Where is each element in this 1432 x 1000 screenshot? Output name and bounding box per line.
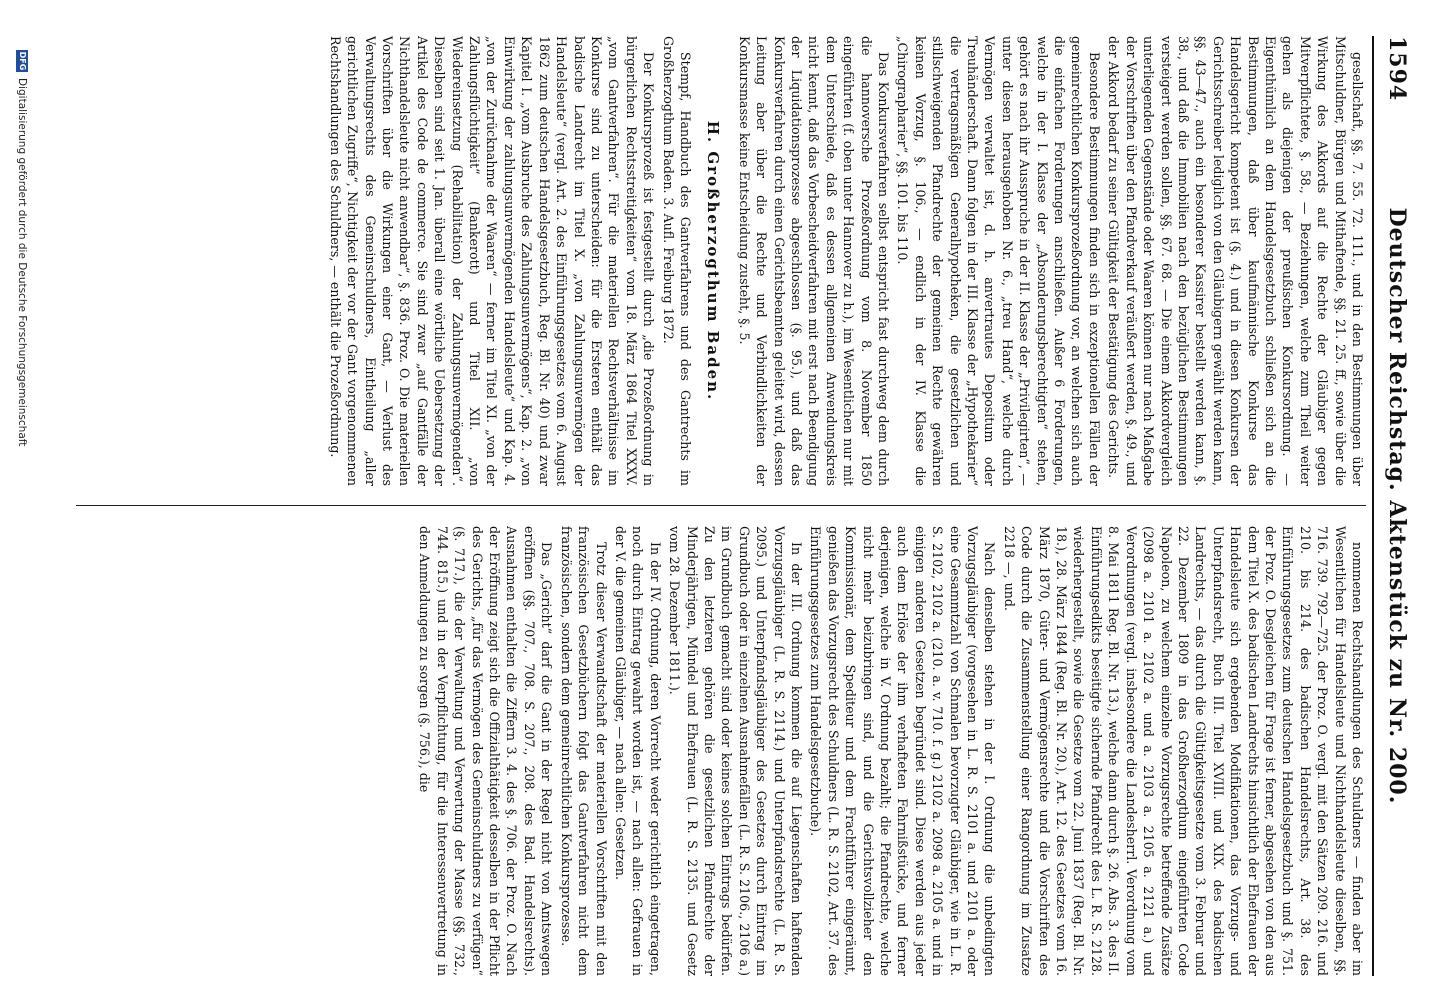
paragraph: gesellschaft, §§. 7. 55. 72. 111., und in den Bestimmungen über Mitschuldner, Bürgen und Mithaftende, §§. 21. 25. ff., sowie über die Wirkung des Akkords auf die Rechte der Gläubiger gegen Mitverpflichtete, §. 58., — Beziehungen, welche zum Theil weiter gehen als diejenigen der preußischen Konkursordnung. — Eigenthümlich an dem Handelsgesetzbuch schließen sich an die Bestimmungen, daß über kaufmännische Konkurse das Handelsgericht kompetent ist (§. 4.) und in diesen Konkursen der Gerichtsschreiber lediglich von den Gläubigern gewählt werden kann, §§. 43—47., auch ein besonderer Kassirer bestellt werden kann, §. 38., und daß die Immobilien nach den bezüglichen Bestimmungen versteigert werden sollen, §§. 67. 68. — Die einem Akkordvergleich unterliegenden Gegenstände oder Waaren können nur nach Maßgabe der Vorschriften über den Pfandverkauf veräußert werden, §. 49., und der Akkord bedarf zu seiner Gültigkeit der Bestätigung des Gerichts. bbox=[1106, 36, 1365, 486]
paragraph: Der Konkursprozeß ist festgestellt durch „die Prozeßordnung in bürgerlichen Rechtsstreitigkeiten“ vom 18. März 1864 Titel XXXV. „vom Gantverfahren“. Für die materiellen Rechtsverhältnisse im Konkurse sind zu unterscheiden: für die Ersteren enthält das badische Landrecht im Titel X. „von Zahlungsunvermögen der Handelsleute“ (vergl. Art. 2. des Einführungsgesetzes vom 6. August 1862 zum deutschen Handelsgesetzbuch, Reg. Bl. Nr. 40) und zwar Kapitel I. „vom Ausbruche des Zahlungsunvermögens“, Kap. 2. „von Einwirkung der zahlungsunvermögenden Handelsleute“ und Kap. 4. „von der Zurücknahme der Waaren“ — ferner im Titel XI. „von der Zahlungsflüchtigkeit“ (Bankerott) und Titel XII. „von Wiedereinsetzung (Rehabilitation) der Zahlungsunvermögenden“. Dieselben sind seit 1. Jan. überall eine wörtliche Uebersetzung der Artikel des Code de commerce. Sie sind zwar „auf Gantfälle der Nichthandelsleute nicht anwendbar“, §. 836. Proz. O. Die materiellen Vorschriften über die Wirkungen einer Gant, — Verlust des Verwaltungsrechts des Gemeinschuldners, Eintheilung „aller gerichtlichen Zugriffe“, Nichtigkeit der vor der Gant vorgenommenen Rechtshandlungen des Schuldners, — enthält die Prozeßordnung. bbox=[327, 36, 657, 486]
paragraph: Besondere Bestimmungen finden sich in exzeptionellen Fällen der gemeinrechtlichen Konkursprozeßordnung vor, an welchen sich auch die einfachen Forderungen anschließen. Außer 6 Forderungen, welche in der I. Klasse der „Absonderungsberechtigten“ stehen, gehört es nach ihr Ausspruche in der II. Klasse der „Privilegirten“, — unter diesen herausgehoben Nr. 6., „treu Hand“, welche durch Vermögen verwaltet ist, d. h. anvertrautes Depositum oder Treuhänderschaft. Dann folgen in der III. Klasse der „Hypothekarier“ die vertragsmäßigen Generalhypotheken, die gesetzlichen und stillschweigenden Pfandrechte der gemeinen Rechte gewähren keinen Vorzug, §. 106., — endlich in der IV. Klasse die „Chirographarier“, §§. 101. bis 110. bbox=[895, 36, 1102, 486]
paragraph: nommenen Rechtshandlungen des Schuldners — finden aber im Wesentlichen für Handelsleute und Nichthandelsleute dieselben, §§. 716. 739. 792—725. der Proz. O. vergl. mit den Sätzen 209. 216. und 210. bis 214. des badischen Handelsrechts, Art. 38. des Einführungsgesetzes zum deutschen Handelsgesetzbuch und §. 751. der Proz. O. Desgleichen für Frage ist ferner, abgesehen von den aus dem Titel X. des badischen Landrechts hinsichtlich der Ehefrauen der Handelsleute sich ergebenden Modifikationen, das Vorzugs- und Unterpfandsrecht, Buch III. Titel XVIII. und XIX. des badischen Landrechts, — das durch die Gültigkeitsgesetze vom 3. Februar und 22. Dezember 1809 in das Großherzogthum eingeführten Code Napoleon, zu welchem einzelne Vorzugsrechte betreffende Zusätze (2098 a. 2101 a. 2102 a. und a. 2103 a. 2105 a. 2121 a.) und Verordnungen (vergl. insbesondere die Landesherrl. Verordnung vom 8. Mai 1811 Reg. Bl. Nr. 13.), welche dann durch §. 26. Abs. 3. des II. Einführungsedikts beseitigte sichernde Pfandrecht des L. R. S. 2128. wiederhergestellt, sowie die Gesetze vom 22. Juni 1837 (Reg. Bl. Nr. 18.), 28. März 1844 (Reg. Bl. Nr. 20.), Art. 12. des Gesetzes vom 16. März 1870, Güter- und Vermögensrechte und die Vorschriften des Code durch die Zusammenstellung einer Rangordnung im Zusatze 2218 —, und. bbox=[1001, 526, 1365, 976]
right-column bbox=[66, 526, 1366, 976]
footer-text: Digitalisierung gefördert durch die Deutsche Forschungsgemeinschaft bbox=[16, 78, 28, 447]
paragraph: Das „Gericht“ darf die Gant in der Regel nicht von Amtswegen eröffnen (§§. 707., 708. S. 207., 208. des Bad. Handelsrechts). Ausnahmen enthalten die Ziffern 3. 4. des §. 706. der Proz. O. Nach der Eröffnung zeigt sich die Offizialthätigkeit desselben in der Pflicht des Gerichts, „für das Vermögen des Gemeinschuldners zu verfügen“ (§. 717.), die der Verwaltung und Verwertung der Masse (§§. 732., 744. 815.) und in der Verpflichtung, für die Interessenvertretung in den Anmeldungen zu sorgen (§. 756.), die bbox=[417, 526, 555, 976]
page-header bbox=[1378, 36, 1418, 976]
paragraph: In der III. Ordnung kommen die auf Liegenschaften haftenden Vorzugsgläubiger (L. R. S. 2114.) und Unterpfandsrechte (L. R. S. 2095.) und Unterpfandsgläubiger des Gesetzes durch Eintrag im Grundbuch oder in einzelnen Ausnahmefällen (L. R. S. 2106., 2106 a.) im Grundbuch gemacht sind oder keines solchen Eintrags bedürfen. Zu den letzteren gehören die gesetzlichen Pfandrechte der Minderjährigen, Mündel und Ehefrauen (L. R. S. 2135. und Gesetz vom 28. Dezember 1811.). bbox=[667, 526, 804, 976]
paragraph: Das Konkursverfahren selbst entspricht fast durchweg dem durch die hannoversche Prozeßordnung vom 8. November 1850 eingeführten (f. oben unter Hannover zu h.), im Wesentlichen nur mit dem Unterschiede, daß es dessen allgemeinen Anwendungskreis nicht kennt, daß das Vorbescheidverfahren mit erst nach Beendigung der Liquidationsprozesse abgeschlossen (§. 95.), und daß das Konkursverfahren durch einen Gerichtsbeamten geleitet wird, dessen Leitung aber über die Rechte und Verbindlichkeiten der Konkursmasse keine Entscheidung zusteht, §. 5. bbox=[736, 36, 892, 486]
left-column bbox=[66, 36, 1366, 486]
section-heading: H. Großherzogthum Baden. bbox=[704, 120, 723, 402]
dfg-logo-icon: DFG bbox=[18, 51, 27, 71]
header-rule bbox=[1372, 36, 1374, 976]
paragraph: Nach denselben stehen in der I. Ordnung die unbedingten Vorzugsgläubiger (vorgesehen in L. R. S. 2101 a. und 2101 a. oder eine Gesammtzahl von Schmalen bevorzugter Gläubiger, wie in L. R. S. 2102, 2102 a. (210. a. v. 710. f. g.) 2102 a. 2098 a. 2105 a. und in einigen anderen Gesetzen begründet sind. Diese werden aus jeder auch dem Erlöse der ihm verhafteten Fahrnißstücke, und ferner derjenigen, welche in V. Ordnung bezahlt; die Pfandrechte, welche nicht mehr beizubringen sind, und die Gerichtsvollzieher den Kommissionär, dem Spediteur und dem Frachtführer eingeräumt, genießen das Vorzugsrecht des Schuldners (L. R. S. 2102, Art. 37. des Einführungsgesetzes zum Handelsgesetzbuche). bbox=[808, 526, 998, 976]
text-columns bbox=[66, 36, 1366, 976]
paragraph: Trotz dieser Verwandtschaft der materiellen Vorschriften mit den französischen Gesetzbüchern folgt das Gantverfahren nicht dem französischen, sondern dem gemeinrechtlichen Konkursprozesse. bbox=[558, 526, 609, 976]
running-title: Deutscher Reichstag. Aktenstück zu Nr. 200. bbox=[1384, 207, 1410, 805]
column-divider bbox=[76, 505, 1366, 506]
footer-note bbox=[16, 50, 28, 950]
page-number: 1594 bbox=[1384, 36, 1410, 102]
paragraph: In der IV. Ordnung, deren Vorrecht weder gerichtlich eingetragen, noch durch Eintrag gewahrt worden ist, — nach allen: Gefrauen in der V. die gemeinen Gläubiger, — nach allen: Gesetzen. bbox=[612, 526, 663, 976]
source-line: Stempf, Handbuch des Gantverfahrens und des Gantrechts im Großherzogthum Baden. 3. Aufl. Freiburg 1872. bbox=[660, 36, 693, 486]
